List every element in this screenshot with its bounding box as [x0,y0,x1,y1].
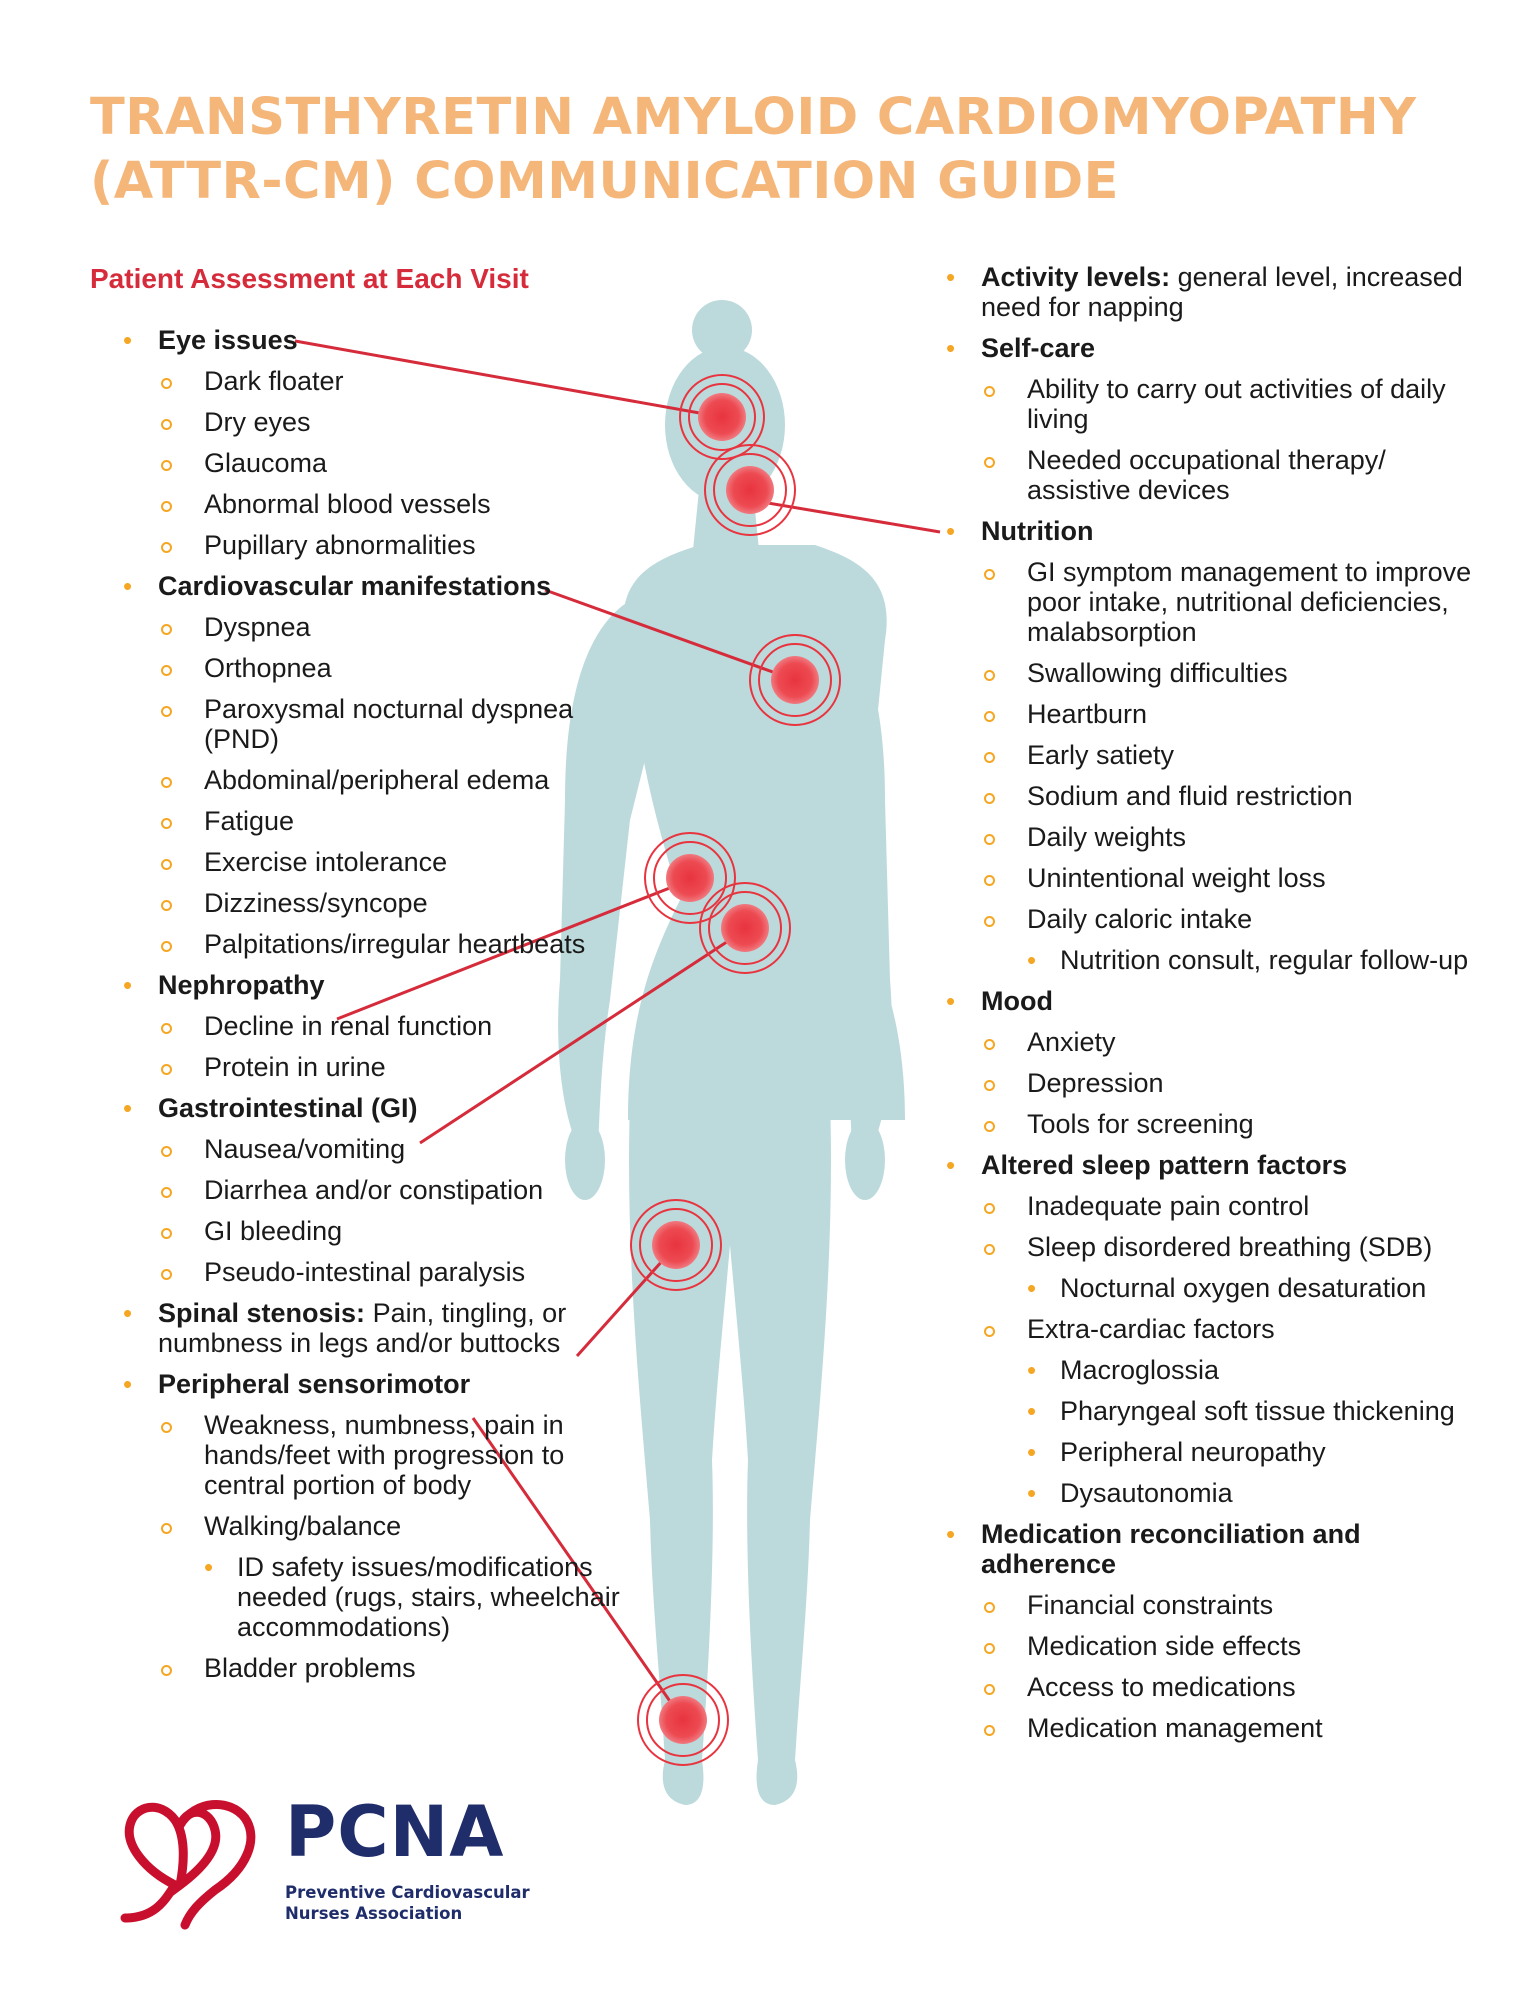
list-item-text: Anxiety [1027,1027,1116,1057]
list-item [158,612,632,642]
list-item-text: Decline in renal function [204,1011,493,1041]
section-heading: Medication reconciliation and adherence [981,1519,1361,1579]
list-item [158,1410,632,1500]
sub-list-item: • Nutrition consult, regular follow-up [1027,945,1475,975]
list-item [158,530,632,560]
left-section [92,970,632,1082]
list-item-text: Dyspnea [204,612,311,642]
left-section [92,1369,632,1683]
list-item [981,1631,1475,1661]
list-item [158,1653,632,1683]
list-item [158,653,632,683]
section-heading: Mood [981,986,1053,1016]
left-section [92,571,632,959]
list-item-text: Access to medications [1027,1672,1296,1702]
line-swallowing [750,500,940,532]
list-item-text: Heartburn [1027,699,1148,729]
list-item [981,1590,1475,1620]
section-detail: Pain, tingling, or numbness in legs and/or buttocks [158,1298,567,1358]
section-heading: Gastrointestinal (GI) [158,1093,418,1123]
list-item-text: Depression [1027,1068,1164,1098]
list-item-text: Protein in urine [204,1052,386,1082]
logo-subtitle-line-1: Preventive Cardiovascular [285,1883,530,1902]
list-item [158,1052,632,1082]
logo-subtitle [285,1882,545,1924]
list-item-text: Orthopnea [204,653,332,683]
list-item [158,694,632,754]
list-item-text: Exercise intolerance [204,847,448,877]
list-item [981,445,1475,505]
right-section [915,333,1475,505]
list-item-text: Fatigue [204,806,295,836]
list-item [981,1672,1475,1702]
logo-subtitle-line-2: Nurses Association [285,1904,463,1923]
list-item-text: Bladder problems [204,1653,416,1683]
list-item-text: Sleep disordered breathing (SDB) [1027,1232,1433,1262]
right-section [915,1519,1475,1743]
pcna-logo [105,1790,545,1930]
list-item-text: Abdominal/peripheral edema [204,765,550,795]
left-section [92,1093,632,1287]
right-section [915,262,1475,322]
list-item-text: Glaucoma [204,448,328,478]
list-item-text: Walking/balance [204,1511,402,1541]
section-heading: Peripheral sensorimotor [158,1369,471,1399]
list-item [981,699,1475,729]
sub-list-item: • Nocturnal oxygen desaturation [1027,1273,1475,1303]
section-heading: Nephropathy [158,970,325,1000]
list-item [981,863,1475,893]
section-heading: Eye issues [158,325,298,355]
left-column [92,325,632,1694]
right-section [915,516,1475,975]
list-item-text: Unintentional weight loss [1027,863,1326,893]
list-item [981,1109,1475,1139]
list-item-text: Medication management [1027,1713,1323,1743]
logo-wordmark: PCNA [285,1791,505,1873]
list-item-text: Financial constraints [1027,1590,1274,1620]
list-item-text: Tools for screening [1027,1109,1254,1139]
right-section [915,1150,1475,1508]
list-item [158,1511,632,1642]
list-item [981,658,1475,688]
list-item-text: Dizziness/syncope [204,888,428,918]
list-item [981,740,1475,770]
list-item-text: Inadequate pain control [1027,1191,1310,1221]
list-item [158,1216,632,1246]
section-heading: Activity levels: [981,262,1171,292]
left-assessment-list [92,325,632,1683]
title-line-1: TRANSTHYRETIN AMYLOID CARDIOMYOPATHY [90,88,1417,147]
section-subtitle: Patient Assessment at Each Visit [90,263,529,294]
list-item [158,1257,632,1287]
list-item-text: Daily caloric intake [1027,904,1253,934]
sub-list-item: • Macroglossia [1027,1355,1475,1385]
list-item [158,407,632,437]
list-item-text: Weakness, numbness, pain in hands/feet with progression to central portion of body [204,1410,565,1500]
sub-list-item: • Dysautonomia [1027,1478,1475,1508]
list-item [158,1134,632,1164]
section-detail: general level, increased need for napping [981,262,1463,322]
list-item-text: GI bleeding [204,1216,343,1246]
list-item-text: Daily weights [1027,822,1187,852]
list-item [158,1175,632,1205]
list-item-text: Paroxysmal nocturnal dyspnea (PND) [204,694,574,754]
section-heading: Nutrition [981,516,1094,546]
list-item-text: Diarrhea and/or constipation [204,1175,544,1205]
section-heading: Spinal stenosis: [158,1298,366,1328]
list-item-text: Needed occupational therapy/ assistive devices [1027,445,1386,505]
list-item-text: Abnormal blood vessels [204,489,491,519]
list-item [981,1027,1475,1057]
list-item [158,489,632,519]
list-item [981,781,1475,811]
heart-logo-icon [105,1790,275,1930]
list-item [981,557,1475,647]
sub-list-item: • ID safety issues/modifications needed (rugs, stairs, wheelchair accommodations) [204,1552,632,1642]
left-section [92,325,632,560]
list-item-text: Nausea/vomiting [204,1134,406,1164]
section-heading: Cardiovascular manifestations [158,571,552,601]
list-item [158,448,632,478]
list-item-text: Sodium and fluid restriction [1027,781,1353,811]
list-item [981,1191,1475,1221]
list-item-text: Medication side effects [1027,1631,1302,1661]
list-item [981,1232,1475,1303]
list-item-text: Pupillary abnormalities [204,530,476,560]
list-item [158,366,632,396]
sub-list-item: • Peripheral neuropathy [1027,1437,1475,1467]
section-heading: Altered sleep pattern factors [981,1150,1348,1180]
list-item [981,822,1475,852]
list-item-text: Palpitations/irregular heartbeats [204,929,586,959]
left-section [92,1298,632,1358]
right-section [915,986,1475,1139]
list-item [158,888,632,918]
right-assessment-list [915,262,1475,1743]
list-item [158,806,632,836]
list-item-text: Dry eyes [204,407,311,437]
right-column [915,262,1475,1754]
list-item-text: Swallowing difficulties [1027,658,1288,688]
list-item [158,847,632,877]
list-item-text: GI symptom management to improve poor intake, nutritional deficiencies, malabsorption [1027,557,1472,647]
list-item-text: Extra-cardiac factors [1027,1314,1275,1344]
list-item [158,929,632,959]
list-item [981,1068,1475,1098]
list-item-text: Pseudo-intestinal paralysis [204,1257,526,1287]
list-item-text: Dark floater [204,366,344,396]
list-item [158,1011,632,1041]
list-item-text: Ability to carry out activities of daily living [1027,374,1446,434]
section-heading: Self-care [981,333,1096,363]
title-line-2: (ATTR-CM) COMMUNICATION GUIDE [90,152,1120,211]
list-item [981,904,1475,975]
list-item [981,374,1475,434]
list-item-text: Early satiety [1027,740,1175,770]
sub-list-item: • Pharyngeal soft tissue thickening [1027,1396,1475,1426]
list-item [981,1713,1475,1743]
list-item [981,1314,1475,1508]
list-item [158,765,632,795]
